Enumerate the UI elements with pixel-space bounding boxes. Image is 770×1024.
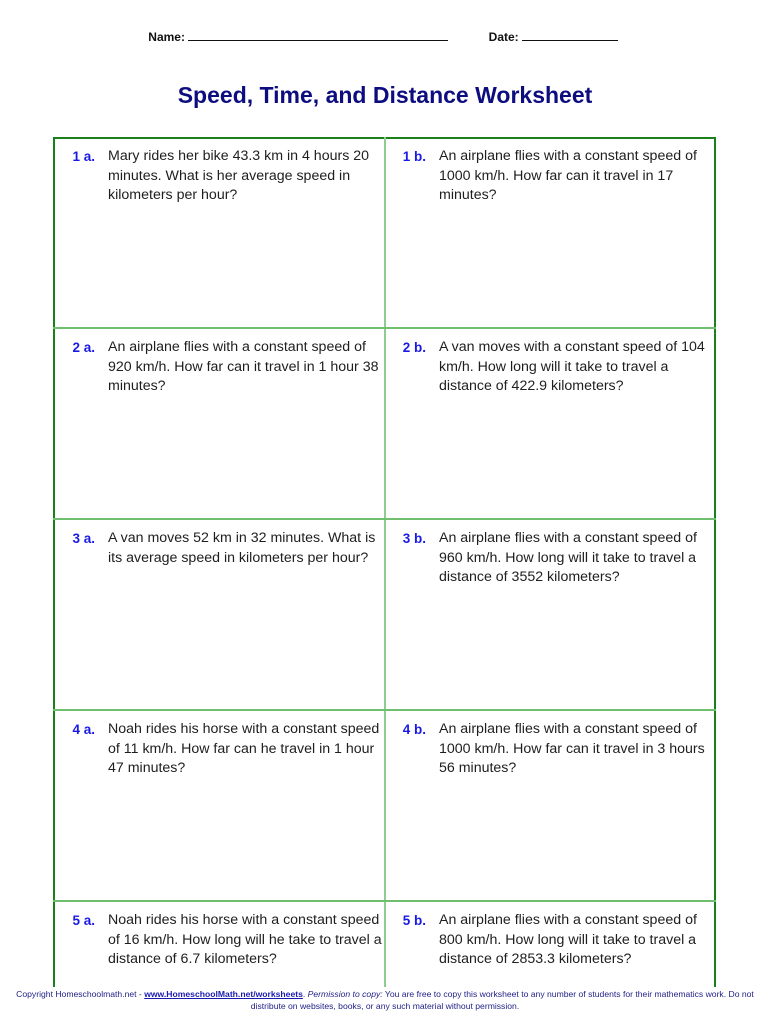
grid-row-divider	[53, 518, 716, 520]
problem-text: An airplane flies with a constant speed of 960 km/h. How long will it take to travel a distance of 3552 kilometers?	[439, 530, 697, 585]
name-field[interactable]	[188, 39, 448, 41]
grid-row-divider	[53, 900, 716, 902]
problem-text: Noah rides his horse with a constant speed of 16 km/h. How long will he take to travel a distance of 6.7 kilometers?	[108, 912, 382, 967]
footer-separator: .	[302, 989, 308, 999]
copyright-text: Copyright Homeschoolmath.net -	[16, 989, 145, 999]
permission-text: You are free to copy this worksheet to any number of students for their mathematics work. Do not distribute on websites, books, or any such material without permission.	[250, 989, 754, 1011]
grid-row-divider	[53, 327, 716, 329]
name-label: Name:	[148, 30, 185, 44]
name-date-bar	[0, 30, 770, 44]
grid-border-left	[53, 137, 55, 987]
problem-number: 1 a.	[72, 149, 95, 164]
worksheets-link[interactable]: www.HomeschoolMath.net/worksheets	[144, 989, 303, 999]
problem-text: Mary rides her bike 43.3 km in 4 hours 20 minutes. What is her average speed in kilometers per hour?	[108, 148, 370, 203]
page-title: Speed, Time, and Distance Worksheet	[177, 82, 593, 108]
problem-grid	[53, 137, 716, 987]
date-label: Date:	[488, 30, 519, 44]
permission-label: Permission to copy:	[307, 989, 383, 999]
problem-number: 4 b.	[402, 722, 426, 737]
problem-number: 4 a.	[72, 722, 95, 737]
problem-number: 2 b.	[402, 340, 426, 355]
grid-row-divider	[53, 709, 716, 711]
problem-text: A van moves with a constant speed of 104 km/h. How long will it take to travel a distance of 422.9 kilometers?	[439, 339, 705, 394]
problem-text: A van moves 52 km in 32 minutes. What is its average speed in kilometers per hour?	[108, 530, 376, 566]
problem-number: 2 a.	[72, 340, 95, 355]
problem-text: An airplane flies with a constant speed of 1000 km/h. How far can it travel in 3 hours 56 minutes?	[439, 721, 705, 776]
problem-text: An airplane flies with a constant speed of 920 km/h. How far can it travel in 1 hour 38 minutes?	[108, 339, 379, 394]
problem-number: 1 b.	[402, 149, 426, 164]
problem-number: 5 b.	[402, 913, 426, 928]
problem-number: 3 b.	[402, 531, 426, 546]
problem-text: An airplane flies with a constant speed of 1000 km/h. How far can it travel in 17 minutes?	[439, 148, 697, 203]
grid-border-right	[714, 137, 716, 987]
copyright-footer	[0, 988, 770, 1012]
problem-text: Noah rides his horse with a constant speed of 11 km/h. How far can he travel in 1 hour 47 minutes?	[108, 721, 380, 776]
grid-column-divider	[384, 137, 386, 987]
problem-text: An airplane flies with a constant speed of 800 km/h. How long will it take to travel a distance of 2853.3 kilometers?	[439, 912, 697, 967]
problem-number: 3 a.	[72, 531, 95, 546]
date-field[interactable]	[522, 39, 618, 41]
problem-number: 5 a.	[72, 913, 95, 928]
